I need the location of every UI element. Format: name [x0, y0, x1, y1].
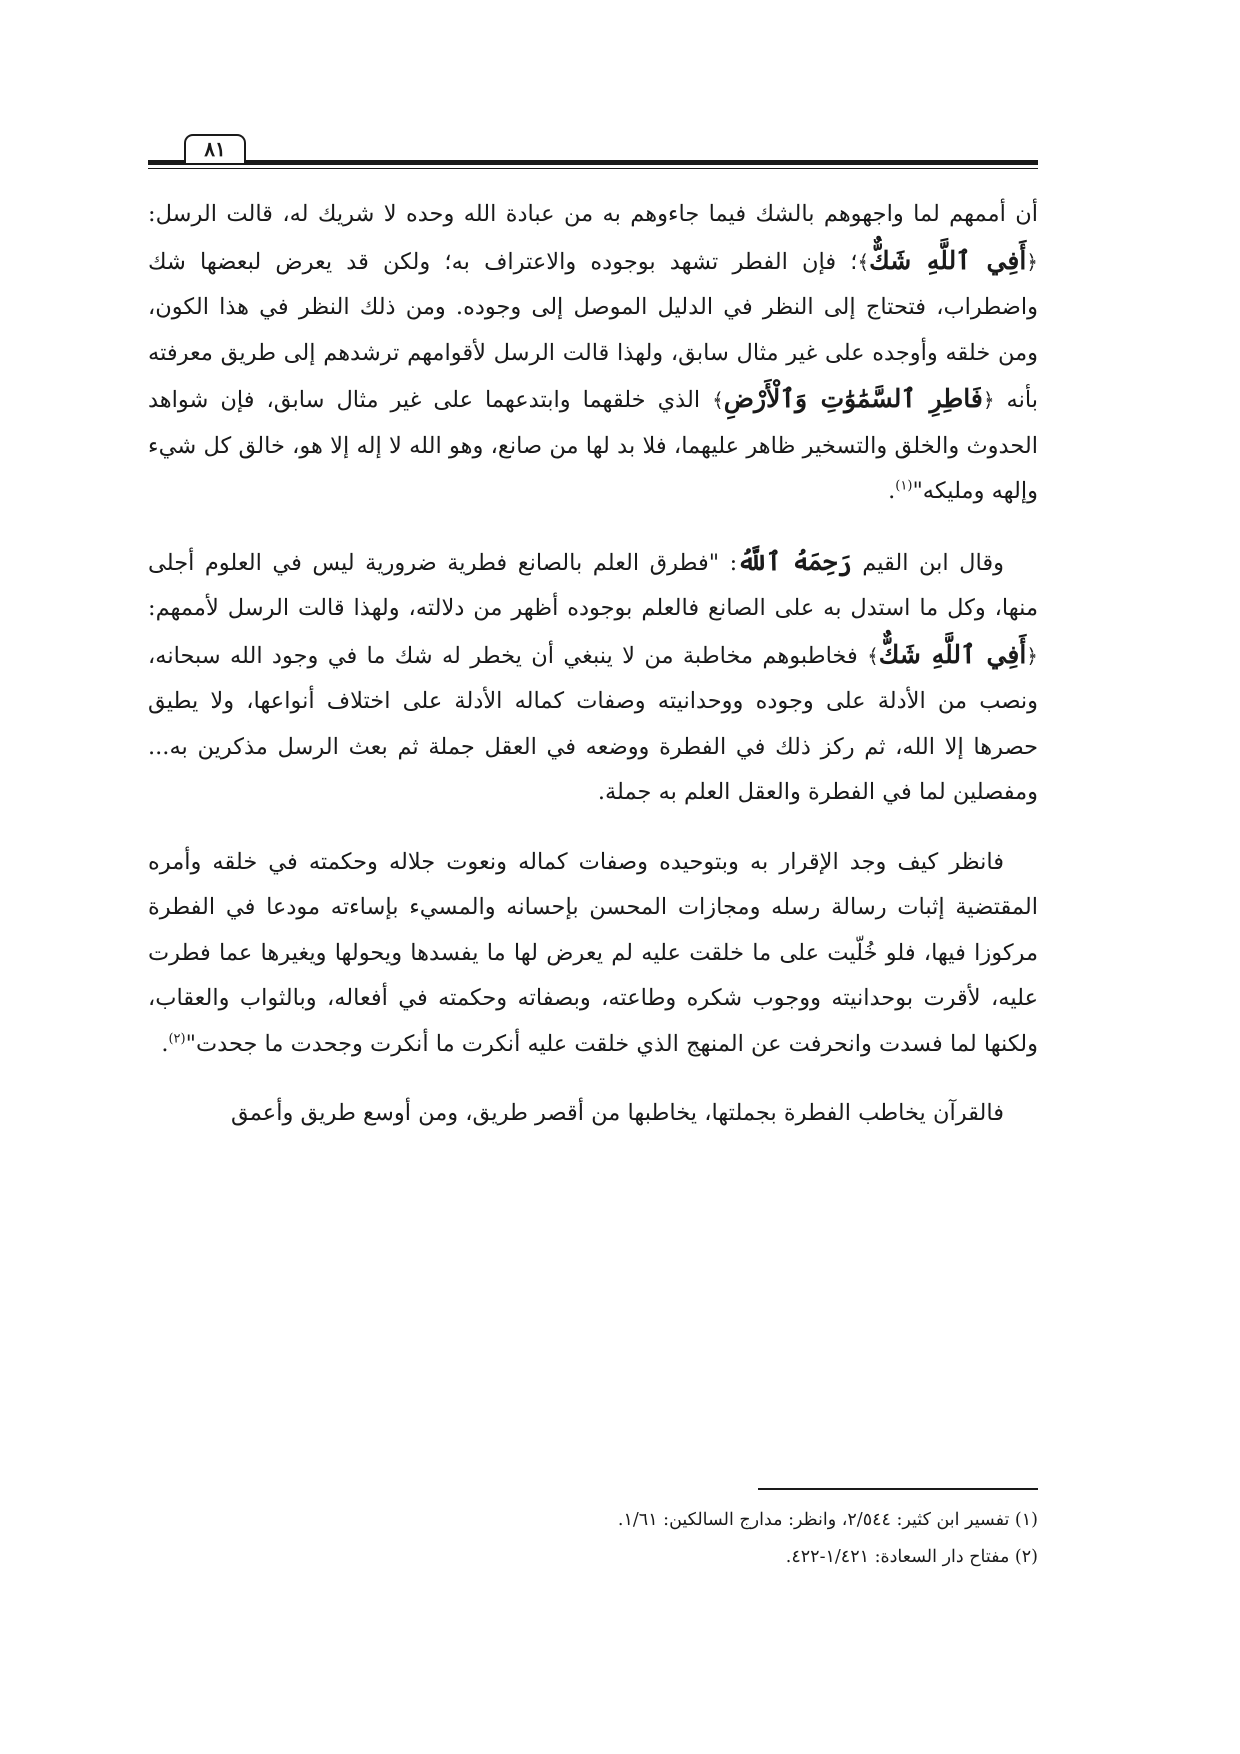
paragraph-text: ؛ فإن الفطر تشهد بوجوده والاعتراف به؛ ولكن قد يعرض لبعضها شك واضطراب، فتحتاج إلى النظر في الدليل الموصل إلى وجوده. ومن ذلك النظر في هذا الكون، ومن خلقه وأوجده على غير مثال سابق، ولهذا قالت الرسل لأقوامهم ترشدهم إلى طريق معرفته بأنه: [148, 248, 1038, 413]
ornate-bracket-open: ﴿: [1026, 249, 1038, 274]
page-body: [148, 192, 1038, 1161]
paragraph-end: .: [888, 478, 896, 504]
quran-verse: أَفِي ٱللَّهِ شَكٌّ: [869, 245, 1027, 275]
ornate-bracket-close: ﴾: [867, 643, 879, 668]
paragraph-text: : "فطرق العلم بالصانع فطرية ضرورية ليس في العلوم أجلى منها، وكل ما استدل به على الصانع فالعلم بوجوده أظهر من دلالته، ولهذا قالت الرسل لأممهم:: [148, 549, 1038, 621]
footnote-ref: (١): [895, 478, 913, 494]
paragraph-4: [148, 1091, 1038, 1137]
paragraph-text: وقال ابن القيم: [851, 549, 1004, 576]
ornate-bracket-open: ﴿: [1026, 643, 1038, 668]
footnote-separator: [758, 1488, 1038, 1490]
header-rule-thick: [148, 160, 1038, 165]
paragraph-end: .: [161, 1030, 169, 1057]
footnotes: [148, 1502, 1038, 1576]
honorific: رَحِمَهُ ٱللَّهُ: [737, 546, 852, 576]
quran-verse: أَفِي ٱللَّهِ شَكٌّ: [878, 639, 1027, 669]
paragraph-1: [148, 192, 1038, 515]
page-header: [148, 128, 1038, 168]
paragraph-text: فالقرآن يخاطب الفطرة بجملتها، يخاطبها من أقصر طريق، ومن أوسع طريق وأعمق: [231, 1100, 1004, 1126]
paragraph-text: أن أممهم لما واجهوهم بالشك فيما جاءوهم به من عبادة الله وحده لا شريك له، قالت الرسل:: [148, 201, 1038, 227]
paragraph-text: فانظر كيف وجد الإقرار به وبتوحيده وصفات كماله ونعوت جلاله وحكمته في خلقه وأمره المقتضية إثبات رسالة رسله ومجازات المحسن بإحسانه والمسيء بإساءته مودعا في الفطرة مركوزا فيها، فلو خُلّيت على ما خلقت عليه لم يعرض لها ما يفسدها ويحولها ويغيرها عما فطرت عليه، لأقرت بوحدانيته ووجوب شكره وطاعته، وبصفاته وحكمته في أفعاله، وبالثواب والعقاب، ولكنها لما فسدت وانحرفت عن المنهج الذي خلقت عليه أنكرت ما أنكرت وجحدت ما جحدت": [148, 848, 1038, 1057]
footnote-2: (٢) مفتاح دار السعادة: ١/٤٢١-٤٢٢.: [785, 1547, 1038, 1567]
quran-verse: فَاطِرِ ٱلسَّمَٰوَٰتِ وَٱلْأَرْضِ: [723, 384, 983, 413]
footnote-ref: (٢): [168, 1031, 186, 1046]
paragraph-3: [148, 840, 1038, 1068]
footnote-1: (١) تفسير ابن كثير: ٢/٥٤٤، وانظر: مدارج السالكين: ١/٦١.: [617, 1510, 1038, 1530]
paragraph-text: فخاطبوهم مخاطبة من لا ينبغي أن يخطر له شك ما في وجود الله سبحانه، ونصب من الأدلة على وجوده ووحدانيته وصفات كماله الأدلة على اختلاف أنواعها، ولا يطيق حصرها إلا الله، ثم ركز ذلك في الفطرة ووضعه في العقل جملة ثم بعث الرسل مذكرين به... ومفصلين لما في الفطرة والعقل العلم به جملة.: [148, 642, 1038, 805]
ornate-bracket-close: ﴾: [712, 388, 724, 412]
paragraph-text: الذي خلقهما وابتدعهما على غير مثال سابق، فإن شواهد الحدوث والخلق والتسخير ظاهر عليهما، فلا بد لها من صانع، وهو الله لا إله إلا هو، خالق كل شيء وإلهه ومليكه": [148, 387, 1038, 504]
header-rule-thin: [148, 168, 1038, 169]
paragraph-2: [148, 539, 1038, 816]
ornate-bracket-close: ﴾: [857, 249, 870, 274]
page-number: ٨١: [184, 134, 246, 163]
ornate-bracket-open: ﴿: [982, 388, 995, 412]
